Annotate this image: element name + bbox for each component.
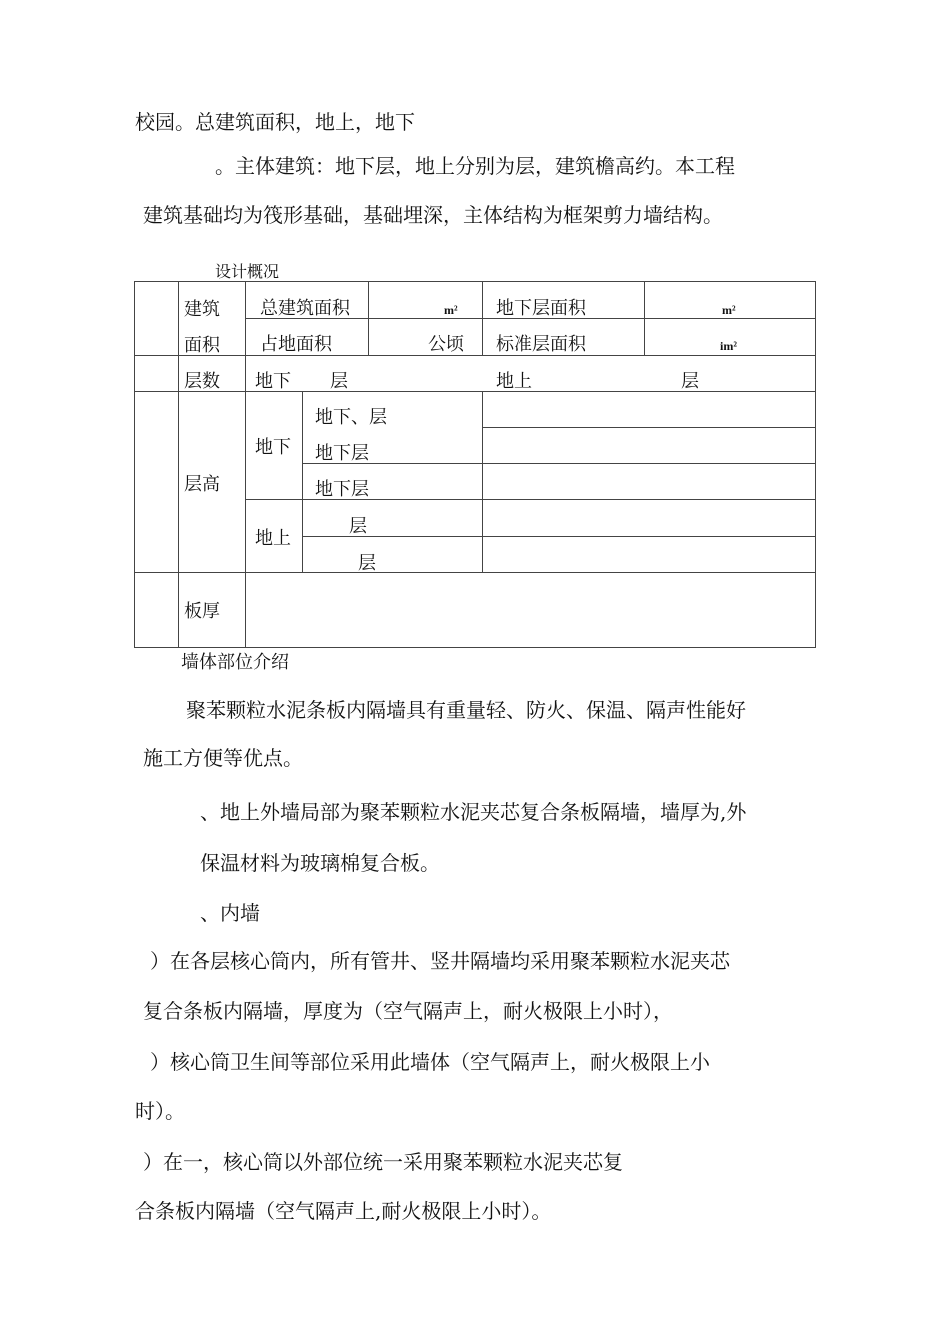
table-rule: [302, 463, 816, 464]
body-line-10: ）在一，核心筒以外部位统一采用聚苯颗粒水泥夹芯复: [143, 1150, 623, 1174]
cell-height-below-2: 地下层: [315, 443, 369, 464]
table-rule: [134, 355, 816, 356]
table-border-bottom: [134, 647, 816, 648]
cell-floors-below-unit: 层: [330, 371, 348, 392]
body-line-1: 聚苯颗粒水泥条板内隔墙具有重量轻、防火、保温、隔声性能好: [186, 698, 746, 722]
paragraph-line-1: 校园。总建筑面积，地上，地下: [135, 110, 415, 134]
cell-total-area-unit: m²: [444, 303, 458, 317]
body-line-7: 复合条板内隔墙，厚度为（空气隔声上，耐火极限上小时），: [143, 999, 673, 1023]
table-border-right: [815, 281, 816, 647]
table-rule: [644, 281, 645, 355]
cell-floors-below: 地下: [255, 371, 291, 392]
cell-height-below: 地下: [255, 437, 291, 458]
body-line-6: ）在各层核心筒内，所有管井、竖井隔墙均采用聚苯颗粒水泥夹芯: [150, 949, 730, 973]
table-rule: [134, 572, 816, 573]
cell-height-label: 层高: [184, 474, 220, 495]
cell-slab-label: 板厚: [184, 601, 220, 622]
paragraph-line-3: 建筑基础均为筏形基础，基础埋深，主体结构为框架剪力墙结构。: [143, 203, 723, 227]
cell-floors-above-unit: 层: [681, 371, 699, 392]
cell-basement-area-unit: m²: [722, 303, 736, 317]
table-rule: [302, 536, 816, 537]
cell-land-area: 占地面积: [260, 334, 332, 355]
body-line-5: 、内墙: [200, 901, 260, 925]
cell-total-area: 总建筑面积: [260, 298, 350, 319]
cell-std-floor-area: 标准层面积: [496, 334, 586, 355]
table-border-left: [134, 281, 135, 647]
cell-floors-label: 层数: [184, 371, 220, 392]
table-rule: [482, 281, 483, 355]
section-title: 墙体部位介绍: [181, 652, 289, 673]
body-line-8: ）核心筒卫生间等部位采用此墙体（空气隔声上，耐火极限上小: [150, 1050, 710, 1074]
body-line-2: 施工方便等优点。: [143, 746, 303, 770]
table-rule: [368, 281, 369, 355]
cell-basement-area: 地下层面积: [496, 298, 586, 319]
cell-area-label-2: 面积: [184, 335, 220, 356]
table-rule: [482, 391, 483, 572]
body-line-11: 合条板内隔墙（空气隔声上,耐火极限上小时）。: [135, 1199, 552, 1223]
table-rule: [134, 391, 816, 392]
cell-height-above-2: 层: [358, 553, 376, 574]
cell-std-floor-area-unit: im²: [720, 339, 737, 353]
cell-area-label-1: 建筑: [184, 299, 220, 320]
table-rule: [245, 281, 246, 647]
cell-height-above: 地上: [255, 528, 291, 549]
table-caption: 设计概况: [215, 262, 280, 281]
cell-height-below-3: 地下层: [315, 479, 369, 500]
cell-land-area-unit: 公顷: [428, 334, 464, 355]
cell-floors-above: 地上: [496, 371, 532, 392]
table-rule: [178, 281, 179, 647]
table-rule: [302, 391, 303, 572]
body-line-9: 时）。: [135, 1099, 185, 1123]
paragraph-line-2: 。主体建筑：地下层，地上分别为层，建筑檐高约。本工程: [215, 154, 735, 178]
table-border-top: [134, 281, 816, 282]
cell-height-above-1: 层: [349, 516, 367, 537]
table-rule: [482, 427, 816, 428]
cell-height-below-1: 地下、层: [315, 407, 387, 428]
body-line-4: 保温材料为玻璃棉复合板。: [200, 851, 440, 875]
body-line-3: 、地上外墙局部为聚苯颗粒水泥夹芯复合条板隔墙，墙厚为,外: [200, 800, 747, 824]
